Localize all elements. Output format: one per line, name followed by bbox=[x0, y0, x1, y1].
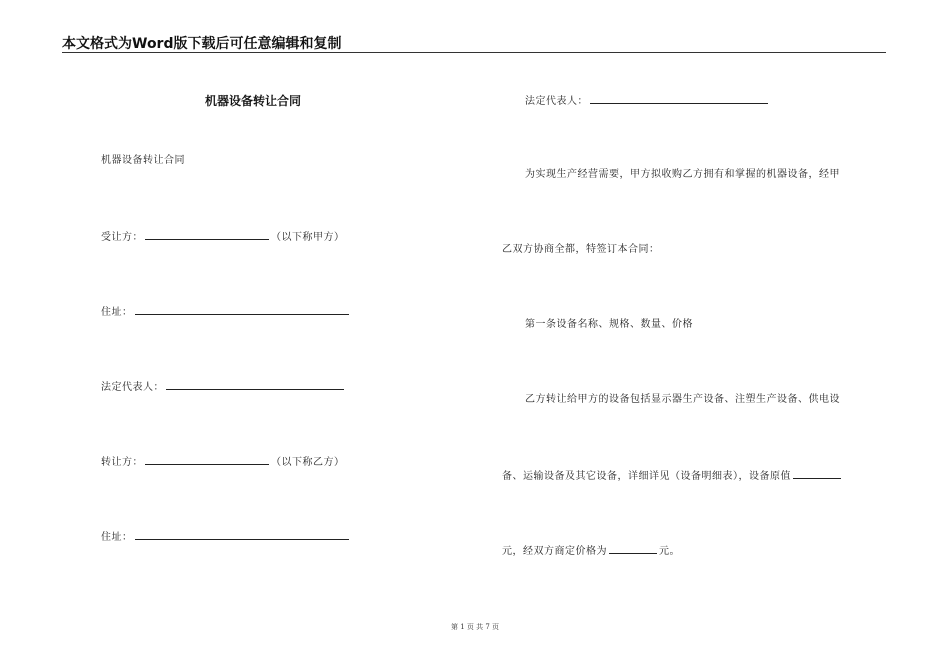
paragraph-text: 备、运输设备及其它设备，详细详见（设备明细表），设备原值 bbox=[502, 471, 791, 482]
left-line-transferor bbox=[101, 454, 345, 470]
field-label: 法定代表人： bbox=[101, 382, 164, 393]
right-line-para-1 bbox=[525, 168, 840, 182]
right-line-para-2 bbox=[525, 393, 840, 407]
field-suffix: （以下称乙方） bbox=[271, 457, 345, 468]
document-title: 机器设备转让合同 bbox=[205, 94, 302, 108]
fill-in-blank[interactable] bbox=[135, 304, 349, 315]
article-heading: 第一条设备名称、规格、数量、价格 bbox=[525, 319, 693, 330]
left-line-heading bbox=[101, 154, 185, 168]
fill-in-blank[interactable] bbox=[145, 229, 269, 240]
fill-in-blank[interactable] bbox=[793, 468, 841, 479]
paragraph-text: 元。 bbox=[659, 546, 680, 557]
field-label: 住址： bbox=[101, 307, 133, 318]
paragraph-text: 为实现生产经营需要，甲方拟收购乙方拥有和掌握的机器设备，经甲 bbox=[525, 169, 840, 180]
fill-in-blank[interactable] bbox=[590, 93, 768, 104]
field-label: 住址： bbox=[101, 532, 133, 543]
left-line-transferee bbox=[101, 229, 345, 245]
field-label: 转让方： bbox=[101, 457, 143, 468]
right-line-para-1-cont bbox=[502, 243, 660, 257]
right-line-article-1-heading bbox=[525, 318, 693, 332]
field-suffix: （以下称甲方） bbox=[271, 232, 345, 243]
field-label: 法定代表人： bbox=[525, 96, 588, 107]
right-line-para-2-cont bbox=[502, 468, 843, 484]
fill-in-blank[interactable] bbox=[145, 454, 269, 465]
field-label: 受让方： bbox=[101, 232, 143, 243]
paragraph-text: 乙双方协商全都，特签订本合同： bbox=[502, 244, 660, 255]
header-divider bbox=[62, 52, 886, 53]
left-line-legal-rep-1 bbox=[101, 379, 346, 395]
paragraph-text: 元，经双方商定价格为 bbox=[502, 546, 607, 557]
left-line-address-1 bbox=[101, 304, 351, 320]
line-text: 机器设备转让合同 bbox=[101, 155, 185, 166]
fill-in-blank[interactable] bbox=[609, 543, 657, 554]
fill-in-blank[interactable] bbox=[166, 379, 344, 390]
right-line-price bbox=[502, 543, 680, 559]
fill-in-blank[interactable] bbox=[135, 529, 349, 540]
page-number: 第 1 页 共 7 页 bbox=[450, 623, 500, 631]
left-line-address-2 bbox=[101, 529, 351, 545]
paragraph-text: 乙方转让给甲方的设备包括显示器生产设备、注塑生产设备、供电设 bbox=[525, 394, 840, 405]
right-line-legal-rep-2 bbox=[525, 93, 770, 109]
page-header: 本文格式为Word版下载后可任意编辑和复制 bbox=[62, 36, 342, 52]
